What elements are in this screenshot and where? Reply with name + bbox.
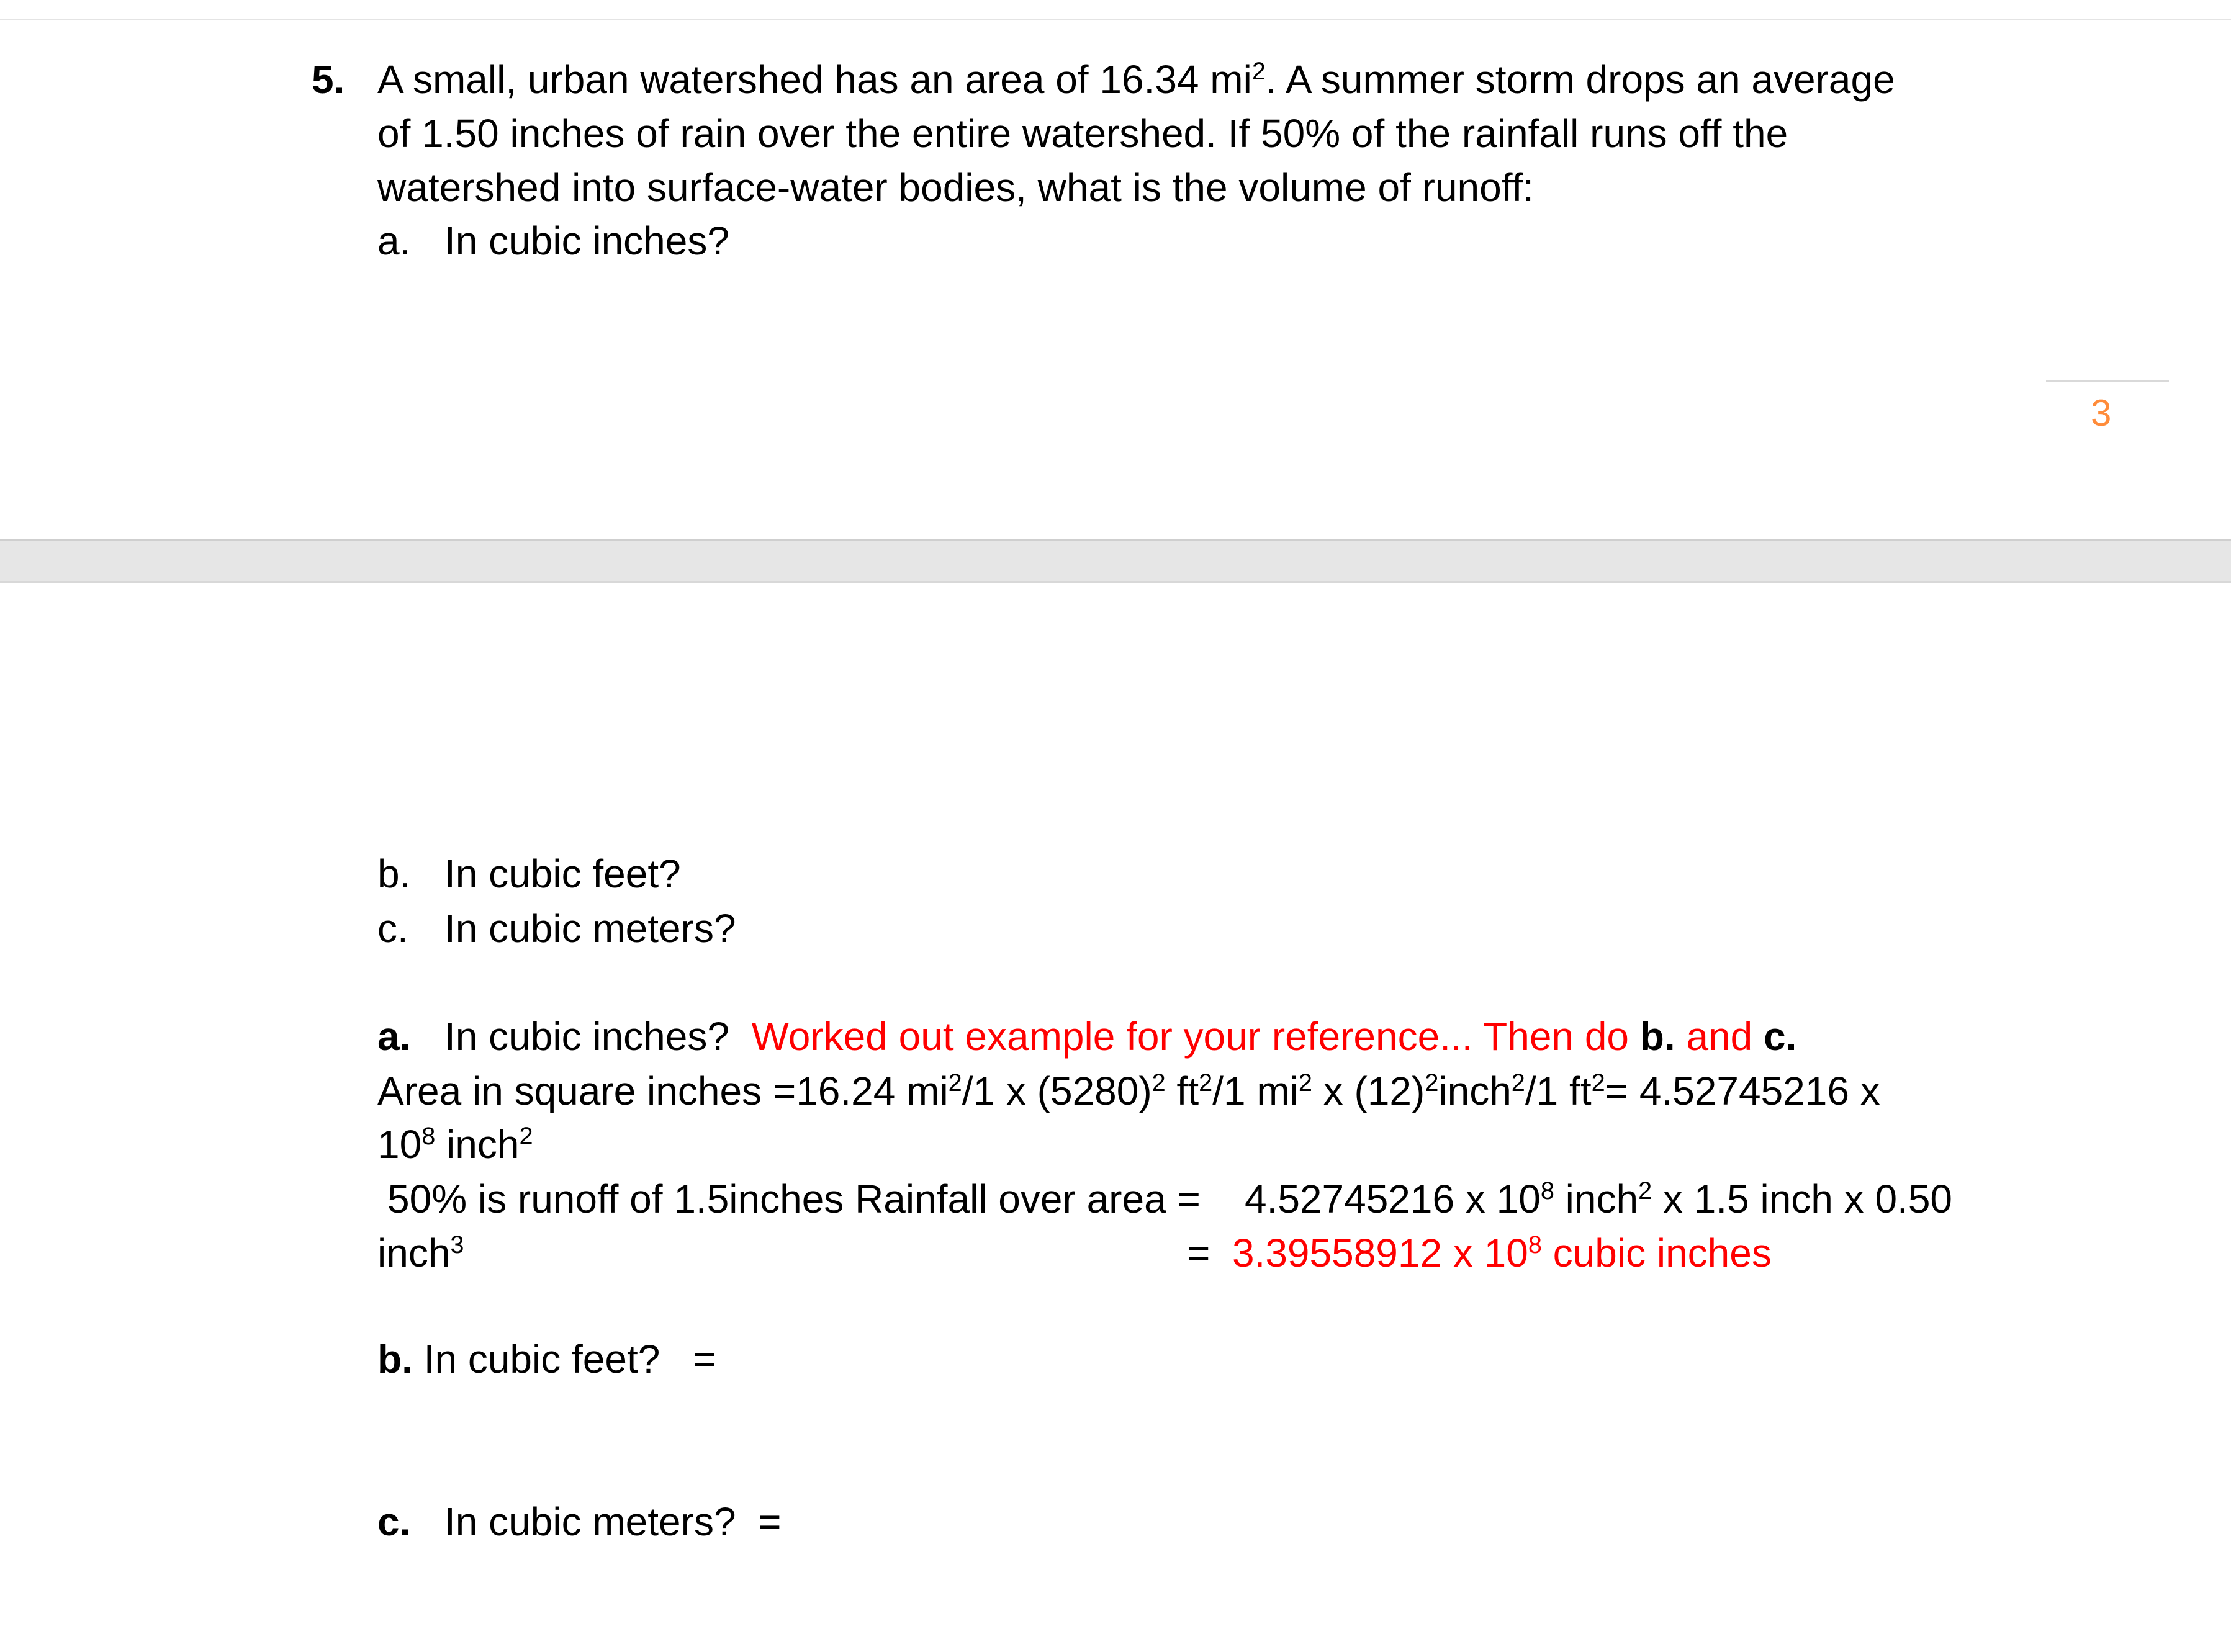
question-line-2: of 1.50 inches of rain over the entire watershed. If 50% of the rainfall runs off the (377, 111, 1788, 156)
runoff-calculation-line-1: 50% is runoff of 1.5inches Rainfall over area = 4.52745216 x $10^8$ inch$^2$ x 1.5 inch x 0.50 (387, 1177, 1952, 1221)
part-b-marker: b. (377, 851, 411, 896)
answer-c-marker: c. (377, 1499, 411, 1544)
page-top-edge (0, 19, 2231, 20)
runoff-calculation-line-2: inch$^3$ (377, 1231, 464, 1275)
page-number-rule (2046, 380, 2169, 382)
area-calculation-line-1: Area in square inches =16.24 $mi^2/1$ x $(5280)^2$ $ft^2/1$ $mi^2$ x $(12)^2inch^2/1$ $ft^2= 4.52745216$ x (377, 1069, 1880, 1113)
part-a-marker: a. (377, 218, 411, 263)
answer-b-line: b. In cubic feet? = (377, 1337, 717, 1381)
runoff-result-value: 3.39558912 x $10^8$ cubic inches (1232, 1231, 1772, 1275)
question-line-3: watershed into surface-water bodies, what is the volume of runoff: (377, 165, 1534, 210)
question-line-1: A small, urban watershed has an area of 16.34 $mi^2$. A summer storm drops an average (377, 57, 1895, 102)
page-number: 3 (2091, 392, 2112, 434)
part-b-text: In cubic feet? (444, 851, 681, 896)
part-c-text: In cubic meters? (444, 906, 736, 951)
part-a-text: In cubic inches? (444, 218, 729, 263)
example-a-heading: In cubic inches? Worked out example for your reference... Then do b. and c. (444, 1014, 1797, 1059)
area-calculation-line-2: $10^8$ inch$^2$ (377, 1122, 533, 1167)
part-c-marker: c. (377, 906, 408, 951)
runoff-result: = 3.39558912 x $10^8$ cubic inches (1187, 1231, 1772, 1275)
question-number: 5. (312, 57, 345, 102)
page-break (0, 539, 2231, 583)
example-a-marker: a. (377, 1014, 411, 1059)
answer-c-text: In cubic meters? = (444, 1499, 782, 1544)
